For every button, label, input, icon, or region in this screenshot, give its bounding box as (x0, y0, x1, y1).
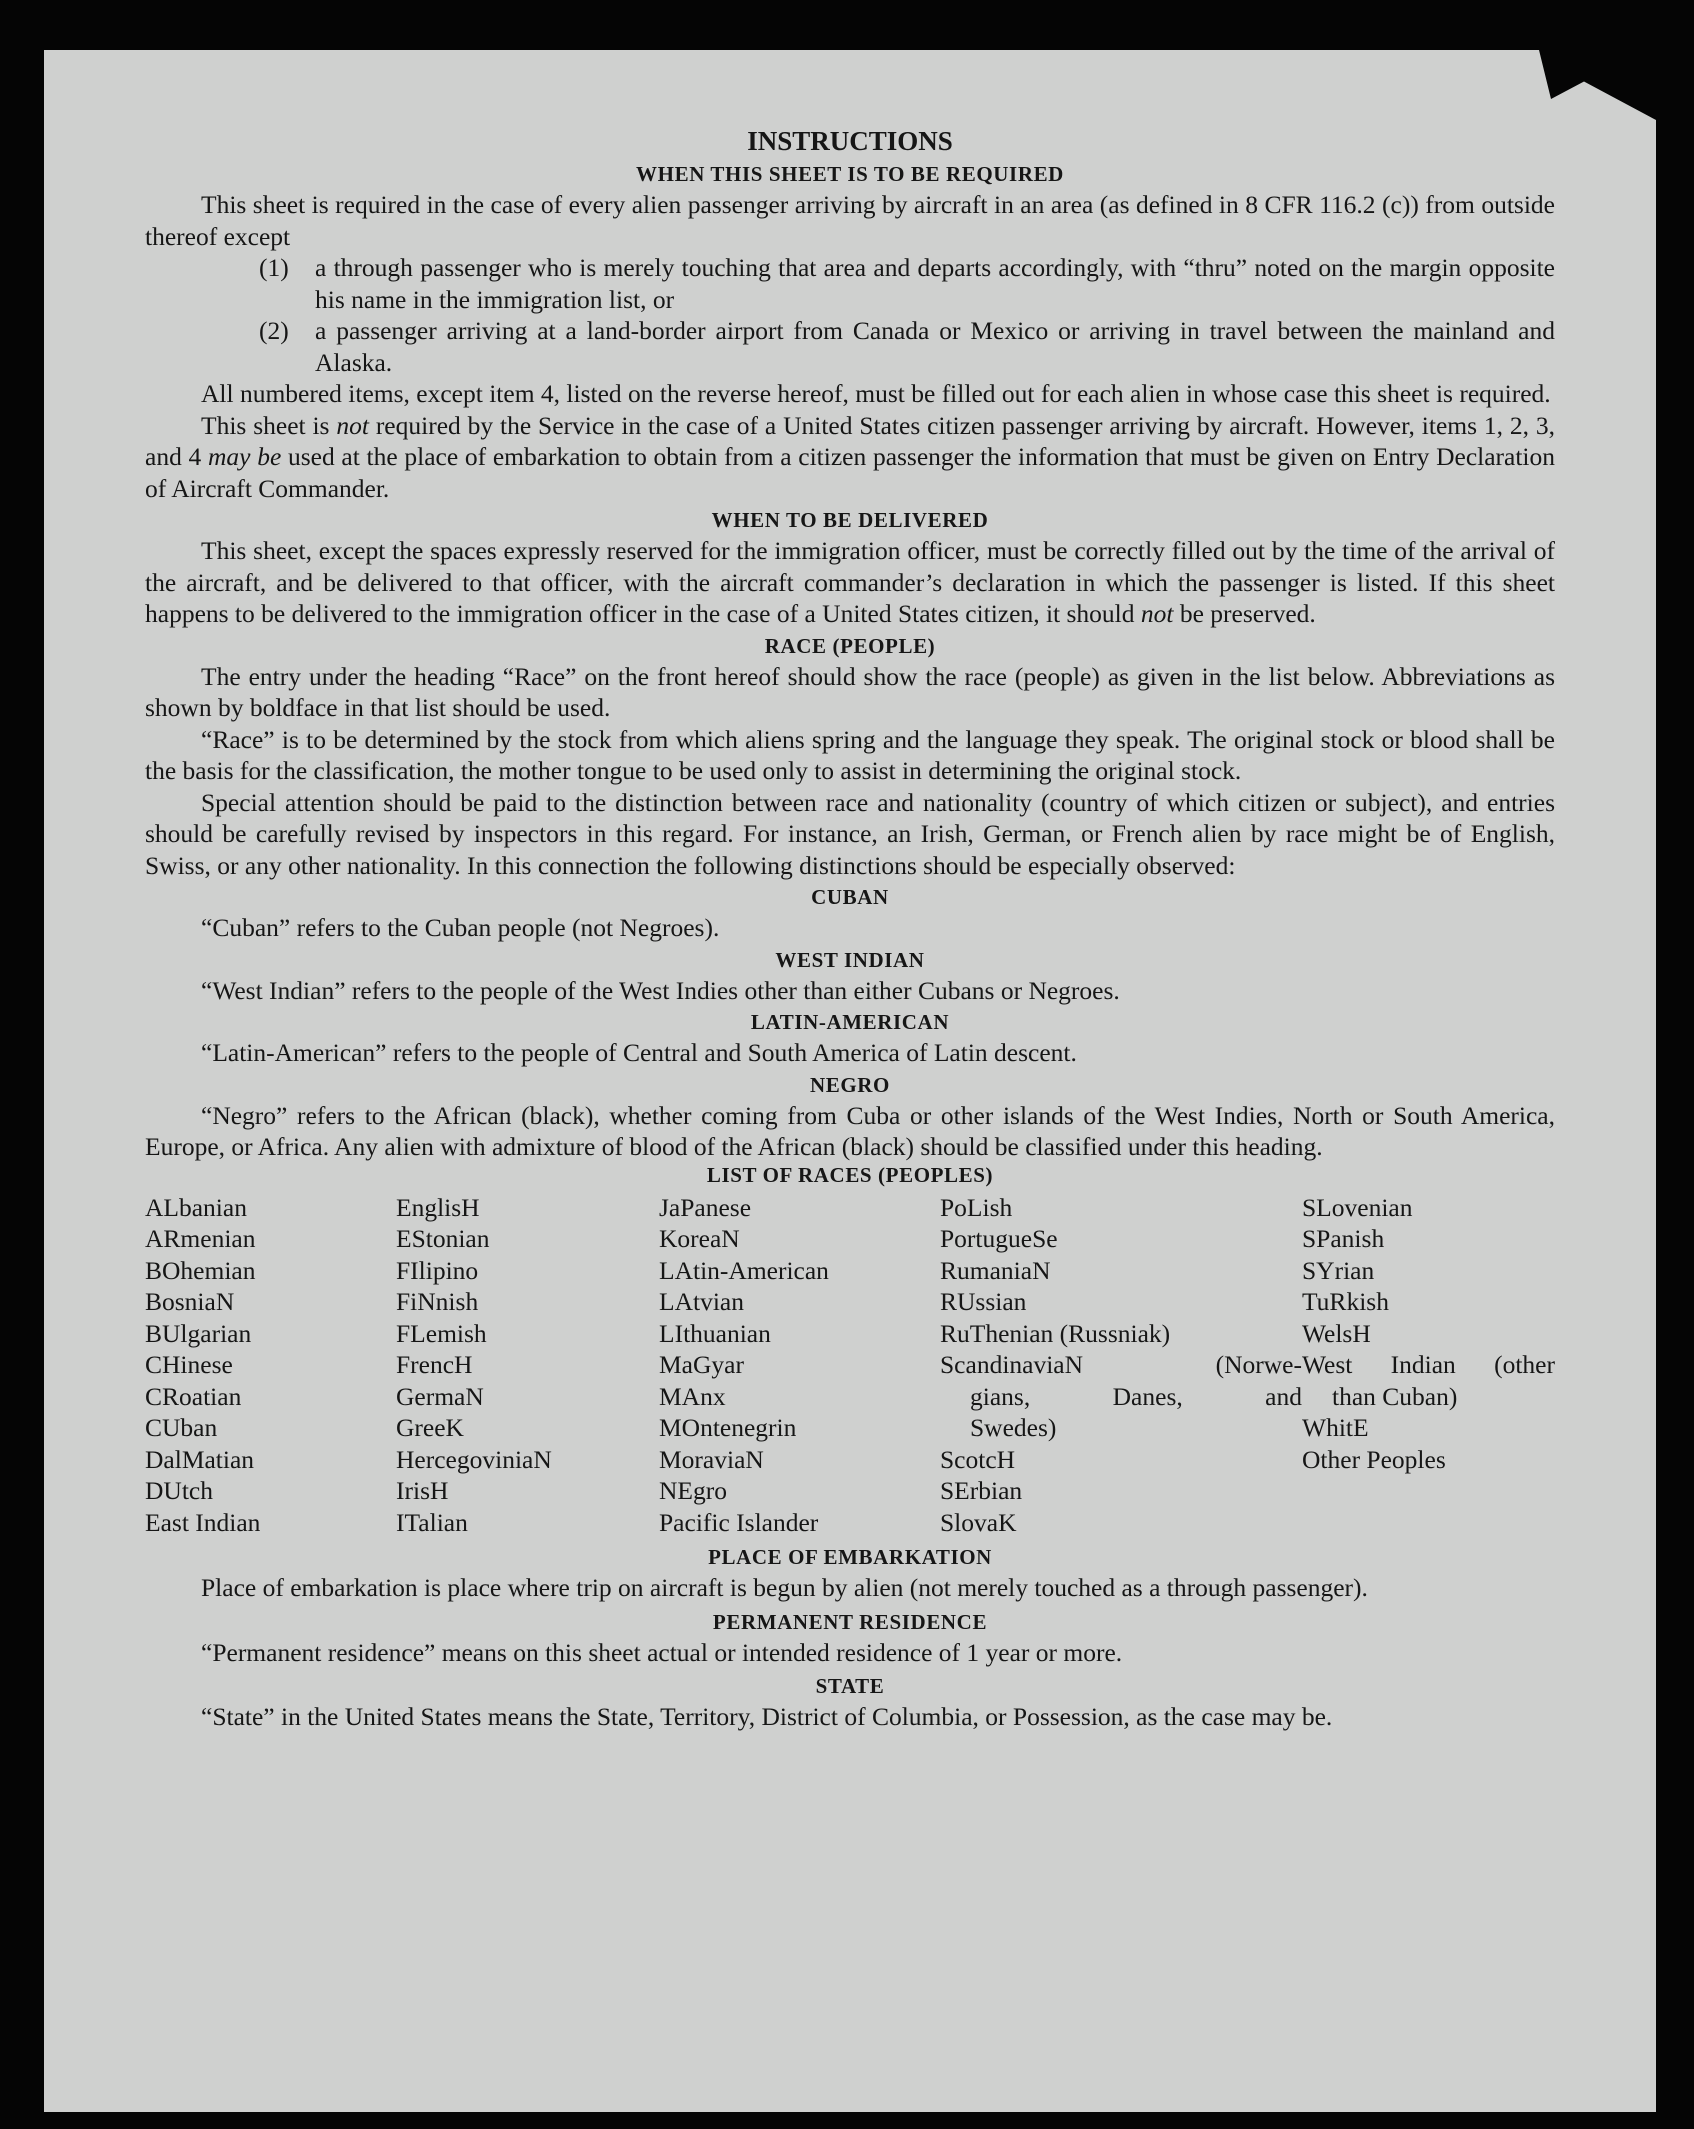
paragraph-race-entry: The entry under the heading “Race” on the front hereof should show the race (people) as given in the list below. Abbreviations as shown by boldface in that list should be used. (145, 661, 1555, 722)
torn-corner (1506, 50, 1656, 120)
race-entry: DUtch (145, 1476, 213, 1505)
race-entry: ScotcH (940, 1444, 1016, 1474)
definition-latin-american: “Latin-American” refers to the people of Central and South America of Latin descent. (201, 1038, 1077, 1067)
race-entry: MaGyar (659, 1350, 744, 1379)
race-entry: Other Peoples (1302, 1444, 1446, 1474)
heading-latin-american: LATIN-AMERICAN (750, 1010, 950, 1034)
exception-item: (1) a through passenger who is merely touching that area and departs accordingly, with “thru” noted on the margin opposite his name in the immigration list, or (259, 253, 1555, 314)
paragraph-residence: “Permanent residence” means on this sheet actual or intended residence of 1 year or more. (201, 1637, 1123, 1667)
heading-when-delivered: WHEN TO BE DELIVERED (711, 508, 989, 532)
definition-cuban: “Cuban” refers to the Cuban people (not Negroes). (201, 913, 720, 942)
race-entry: LAtin-American (659, 1255, 829, 1285)
race-entry: Pacific Islander (659, 1507, 819, 1537)
race-entry: RUssian (940, 1287, 1027, 1316)
paragraph-race-nationality: Special attention should be paid to the distinction between race and nationality (country of which citizen or subject), and entries should be carefully revised by inspectors in this regard. For instance, an Irish, German, or French alien by race might be of English, Swiss, or any other nationality. In this connection the following distinctions should be especially observed: (145, 787, 1555, 880)
race-entry: CRoatian (145, 1381, 242, 1411)
paragraph-requirement: This sheet is required in the case of every alien passenger arriving by aircraft in an area (as defined in 8 CFR 116.2 (c)) from outside thereof except (145, 190, 1555, 251)
race-entry: HercegoviniaN (396, 1444, 552, 1474)
heading-race: RACE (PEOPLE) (764, 633, 936, 658)
race-entry: EStonian (396, 1224, 490, 1253)
definition-negro: “Negro” refers to the African (black), whether coming from Cuba or other islands of the West Indies, North or South America, Europe, or Africa. Any alien with admixture of blood of the African (black) should be classified under this heading. (145, 1100, 1555, 1161)
heading-cuban: CUBAN (811, 885, 889, 909)
exception-item: (2) a passenger arriving at a land-border airport from Canada or Mexico or arriving in travel between the mainland and Alaska. (259, 316, 1555, 377)
race-entry: CHinese (145, 1350, 233, 1379)
race-entry: FiNnish (396, 1287, 479, 1316)
paragraph-citizen: This sheet is not required by the Service in the case of a United States citizen passenger arriving by aircraft. However, items 1, 2, 3, and 4 may be used at the place of embarkation to obtain from a citizen passenger the information that must be given on Entry Declaration of Aircraft Commander. (145, 410, 1556, 503)
race-entry: BosniaN (145, 1287, 235, 1316)
race-entry: SPanish (1302, 1224, 1385, 1253)
definition-west-indian: “West Indian” refers to the people of the West Indies other than either Cubans or Negroes. (201, 975, 1120, 1005)
race-entry: ScandinaviaN (Norwe- gians, Danes, and Swedes) (940, 1350, 1302, 1442)
race-entry: TuRkish (1302, 1287, 1389, 1316)
race-entry: RumaniaN (940, 1255, 1051, 1285)
heading-place-of-embarkation: PLACE OF EMBARKATION (708, 1545, 992, 1569)
race-entry: FLemish (396, 1318, 487, 1348)
race-entry: RuThenian (Russniak) (940, 1318, 1171, 1348)
races-column-3 (659, 1192, 940, 1539)
race-entry: MoraviaN (659, 1444, 764, 1474)
race-entry: BUlgarian (145, 1318, 252, 1348)
paragraph-embarkation: Place of embarkation is place where trip on aircraft is begun by alien (not merely touched as a through passenger). (201, 1573, 1368, 1602)
race-entry: WhitE (1302, 1413, 1369, 1442)
race-entry: SLovenian (1302, 1192, 1413, 1222)
races-column-4 (940, 1192, 1302, 1539)
race-entry: GermaN (396, 1381, 484, 1411)
races-list (145, 1192, 1555, 1539)
race-entry: CUban (145, 1413, 218, 1442)
race-entry: EnglisH (396, 1192, 480, 1222)
paragraph-state: “State” in the United States means the State, Territory, District of Columbia, or Possession, as the case may be. (201, 1702, 1333, 1731)
race-entry: SYrian (1302, 1255, 1375, 1285)
race-entry: East Indian (145, 1507, 261, 1537)
race-entry: KoreaN (659, 1224, 740, 1253)
race-entry: DalMatian (145, 1444, 255, 1474)
race-entry: SlovaK (940, 1507, 1017, 1537)
race-entry: PortugueSe (940, 1224, 1058, 1253)
race-entry: ARmenian (145, 1224, 256, 1253)
paragraph-race-stock: “Race” is to be determined by the stock from which aliens spring and the language they speak. The original stock or blood shall be the basis for the classification, the mother tongue to be used only to assist in determining the original stock. (145, 724, 1555, 785)
race-entry: NEgro (659, 1476, 727, 1505)
page-title: INSTRUCTIONS (747, 126, 953, 156)
instructions-body (145, 124, 1555, 1733)
race-entry: GreeK (396, 1413, 464, 1442)
races-column-5 (1302, 1192, 1555, 1539)
race-entry: FrencH (396, 1350, 473, 1379)
heading-negro: NEGRO (809, 1072, 890, 1097)
race-entry: JaPanese (659, 1192, 752, 1222)
race-entry: PoLish (940, 1192, 1013, 1222)
race-entry: LAtvian (659, 1287, 744, 1316)
race-entry: FIlipino (396, 1255, 479, 1285)
race-entry: IrisH (396, 1476, 449, 1505)
race-entry: MOntenegrin (659, 1413, 797, 1442)
race-entry: SErbian (940, 1476, 1023, 1505)
race-entry: MAnx (659, 1381, 726, 1411)
paragraph-delivery: This sheet, except the spaces expressly reserved for the immigration officer, must be correctly filled out by the time of the arrival of the aircraft, and be delivered to that officer, with the aircraft commander’s declaration in which the passenger is listed. If this sheet happens to be delivered to the immigration officer in the case of a United States citizen, it should not be preserved. (145, 536, 1555, 628)
race-entry: West Indian (other than Cuban) (1302, 1350, 1555, 1411)
heading-state: STATE (815, 1674, 885, 1698)
heading-when-required: WHEN THIS SHEET IS TO BE REQUIRED (636, 162, 1064, 186)
race-entry: ALbanian (145, 1192, 247, 1222)
race-entry: ITalian (396, 1507, 468, 1537)
heading-permanent-residence: PERMANENT RESIDENCE (712, 1609, 988, 1634)
race-entry: BOhemian (145, 1255, 256, 1285)
race-entry: LIthuanian (659, 1318, 771, 1348)
races-column-2 (396, 1192, 659, 1539)
heading-list-of-races: LIST OF RACES (PEOPLES) (706, 1162, 994, 1187)
heading-west-indian: WEST INDIAN (775, 947, 925, 972)
paragraph-numbered-items: All numbered items, except item 4, listed on the reverse hereof, must be filled out for each alien in whose case this sheet is required. (201, 379, 1551, 408)
race-entry: WelsH (1302, 1318, 1371, 1348)
races-column-1 (145, 1192, 396, 1539)
document-sheet (44, 50, 1656, 2112)
